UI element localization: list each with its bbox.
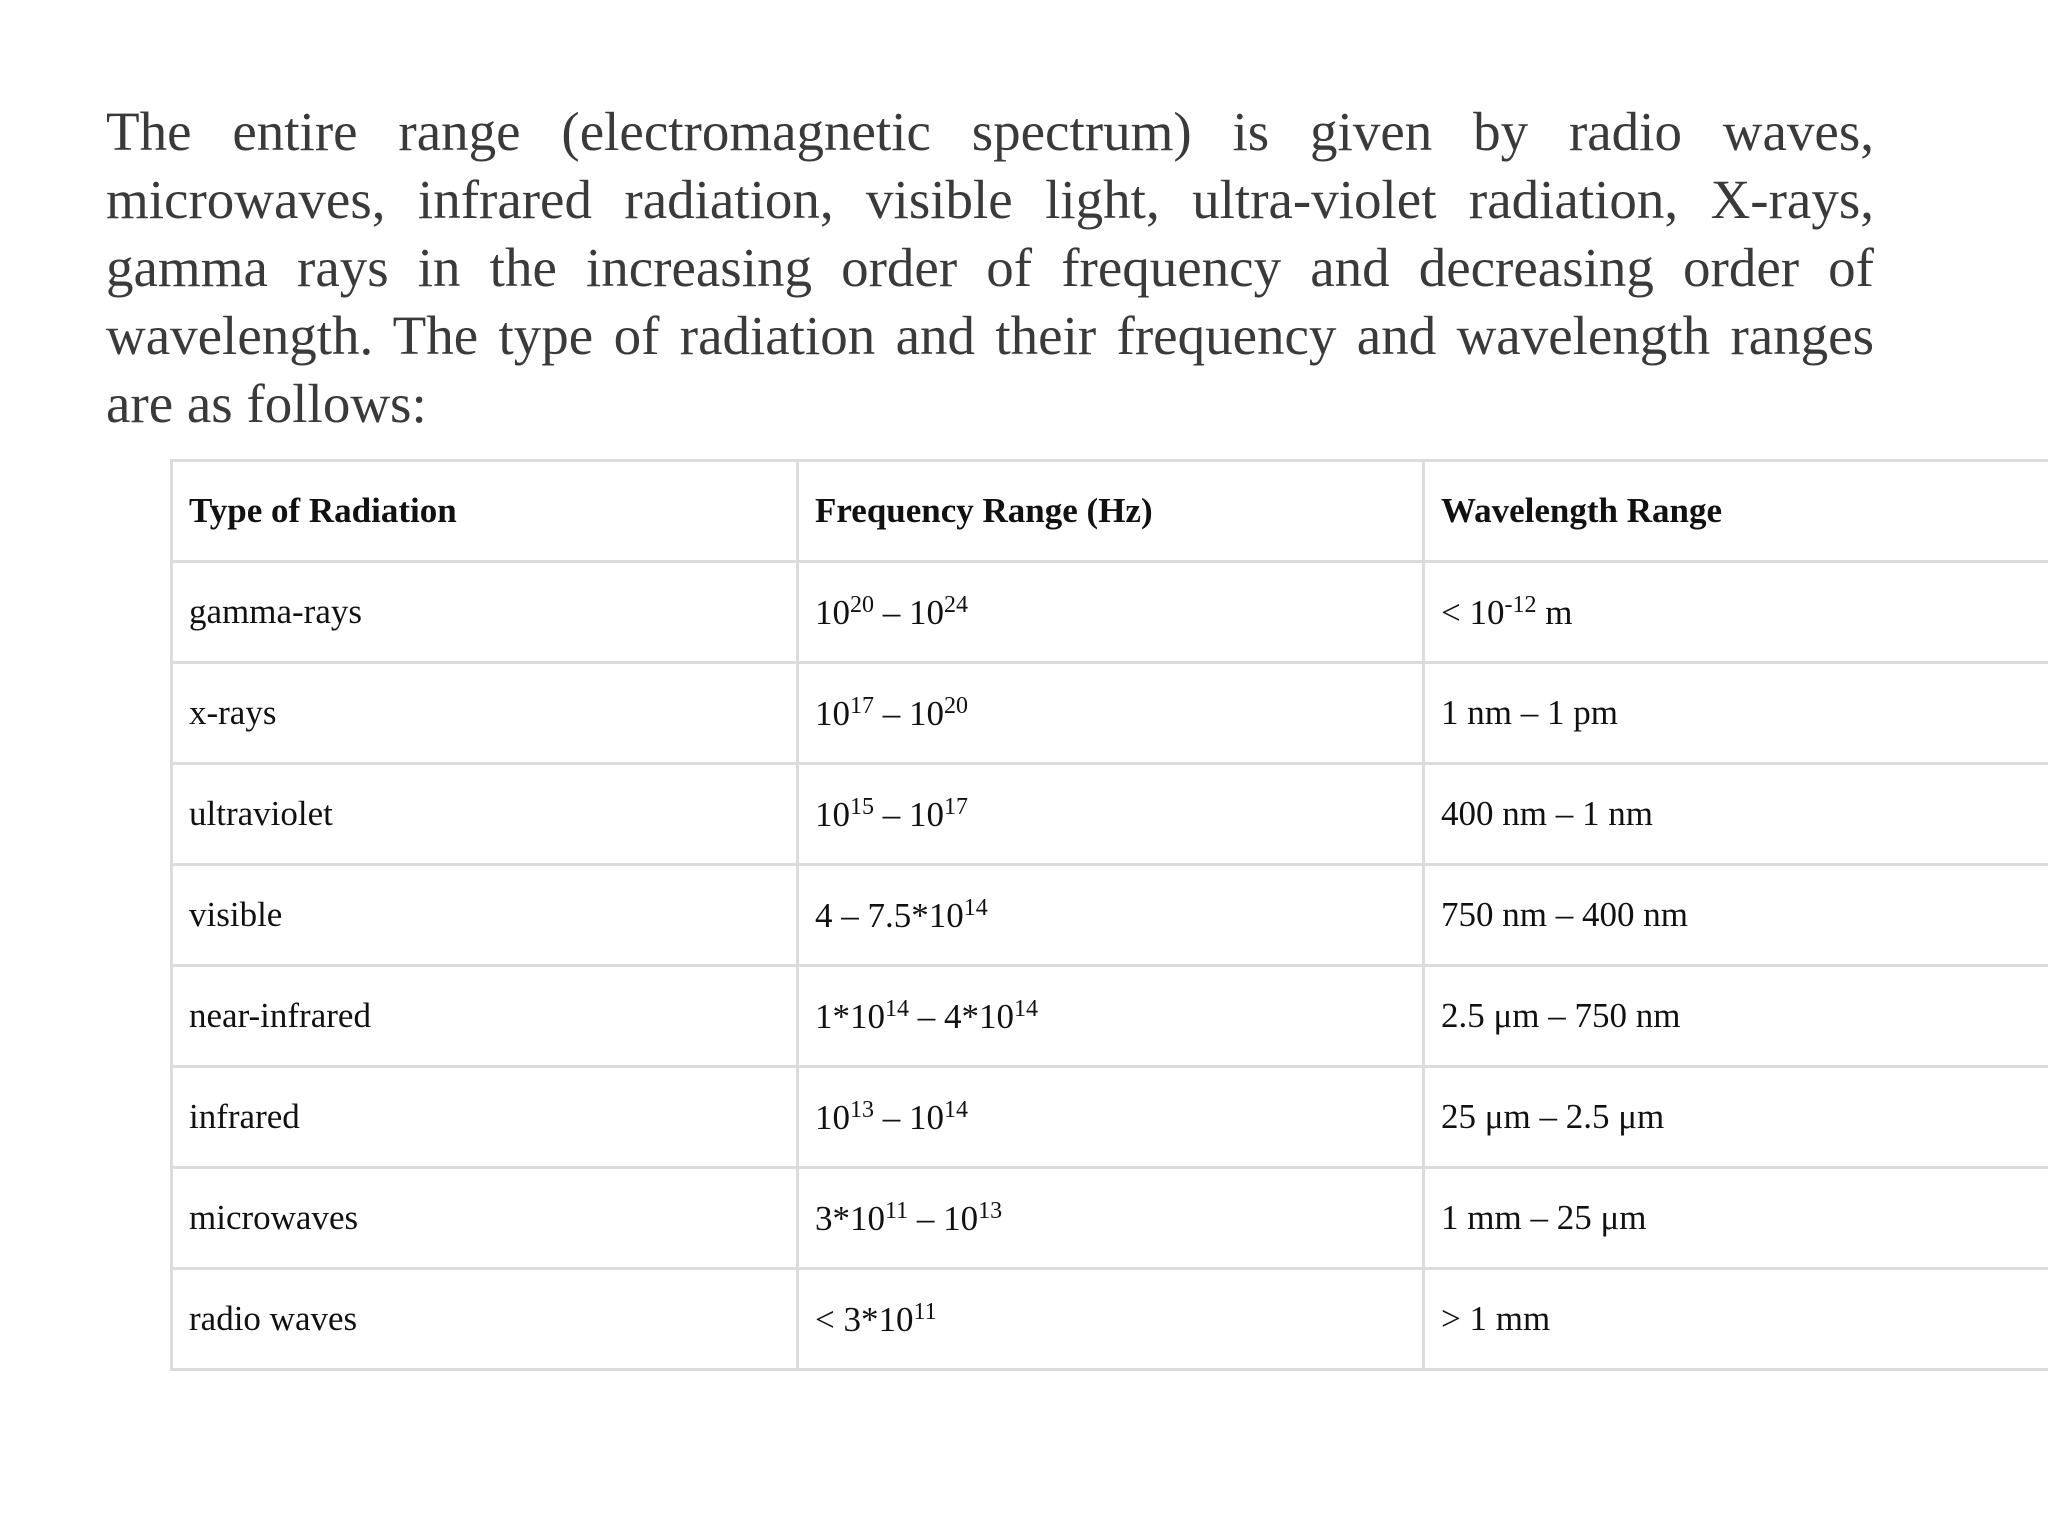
wavelength-exponent: -12: [1504, 591, 1537, 618]
wavelength-cell: [1424, 865, 2048, 966]
frequency-part: 10: [815, 794, 850, 834]
wavelength-cell: [1424, 1067, 2048, 1168]
table-row: [172, 663, 2048, 764]
wavelength-part: 750 nm – 400 nm: [1441, 895, 1688, 934]
frequency-exponent: 14: [944, 1096, 968, 1123]
table-row: [172, 1269, 2048, 1370]
radiation-type-cell: radio waves: [172, 1269, 798, 1370]
header-type-of-radiation: Type of Radiation: [172, 461, 798, 562]
table-header-row: [172, 461, 2048, 562]
frequency-part: 10: [815, 592, 850, 632]
frequency-part: 10: [815, 1097, 850, 1137]
table-row: [172, 1168, 2048, 1269]
frequency-part: 4 – 7.5*10: [815, 895, 964, 935]
frequency-exponent: 13: [978, 1197, 1003, 1224]
table-row: [172, 1067, 2048, 1168]
frequency-part: 3*10: [815, 1198, 885, 1238]
radiation-type-cell: near-infrared: [172, 966, 798, 1067]
frequency-exponent: 17: [944, 793, 968, 820]
frequency-cell: [798, 663, 1424, 764]
frequency-cell: [798, 1269, 1424, 1370]
frequency-part: 10: [815, 693, 850, 733]
wavelength-part: > 1 mm: [1441, 1299, 1551, 1338]
wavelength-cell: [1424, 562, 2048, 663]
table-row: [172, 764, 2048, 865]
frequency-exponent: 17: [850, 692, 874, 719]
frequency-part: < 3*10: [815, 1299, 914, 1339]
frequency-cell: [798, 966, 1424, 1067]
header-frequency-range: Frequency Range (Hz): [798, 461, 1424, 562]
frequency-part: – 10: [874, 693, 944, 733]
frequency-cell: [798, 865, 1424, 966]
radiation-type-cell: x-rays: [172, 663, 798, 764]
frequency-exponent: 20: [944, 692, 968, 719]
table-row: [172, 966, 2048, 1067]
frequency-part: – 10: [874, 592, 944, 632]
frequency-exponent: 14: [963, 894, 988, 921]
wavelength-cell: [1424, 966, 2048, 1067]
frequency-exponent: 20: [850, 591, 874, 618]
wavelength-part: 1 nm – 1 pm: [1441, 693, 1618, 732]
wavelength-part: 25 μm – 2.5 μm: [1441, 1097, 1665, 1136]
frequency-exponent: 11: [913, 1298, 937, 1325]
wavelength-part: 1 mm – 25 μm: [1441, 1198, 1647, 1237]
frequency-exponent: 14: [1014, 995, 1038, 1022]
frequency-cell: [798, 764, 1424, 865]
wavelength-part: < 10: [1441, 592, 1505, 632]
wavelength-cell: [1424, 1269, 2048, 1370]
wavelength-cell: [1424, 764, 2048, 865]
radiation-type-cell: ultraviolet: [172, 764, 798, 865]
frequency-part: 1*10: [815, 996, 885, 1036]
frequency-exponent: 24: [944, 591, 968, 618]
frequency-part: – 10: [874, 1097, 944, 1137]
wavelength-part: 400 nm – 1 nm: [1441, 794, 1653, 833]
frequency-part: – 10: [874, 794, 944, 834]
header-wavelength-range: Wavelength Range: [1424, 461, 2048, 562]
frequency-part: – 10: [908, 1198, 979, 1238]
intro-paragraph: The entire range (electromagnetic spectrum) is given by radio waves, microwaves, infrared radiation, visible light, ultra-violet radiation, X-rays, gamma rays in the increasing order of frequency and decreasing order of wavelength. The type of radiation and their frequency and wavelength ranges are as follows:: [106, 101, 1874, 434]
radiation-type-cell: gamma-rays: [172, 562, 798, 663]
frequency-cell: [798, 562, 1424, 663]
wavelength-cell: [1424, 663, 2048, 764]
radiation-type-cell: visible: [172, 865, 798, 966]
frequency-part: – 4*10: [909, 996, 1014, 1036]
radiation-table: [170, 459, 2048, 1371]
radiation-type-cell: microwaves: [172, 1168, 798, 1269]
radiation-type-cell: infrared: [172, 1067, 798, 1168]
table-row: [172, 865, 2048, 966]
frequency-exponent: 15: [850, 793, 874, 820]
wavelength-part: 2.5 μm – 750 nm: [1441, 996, 1681, 1035]
wavelength-cell: [1424, 1168, 2048, 1269]
table-row: [172, 562, 2048, 663]
frequency-cell: [798, 1168, 1424, 1269]
frequency-exponent: 14: [885, 995, 909, 1022]
frequency-cell: [798, 1067, 1424, 1168]
frequency-exponent: 11: [885, 1197, 909, 1224]
wavelength-part: m: [1536, 592, 1573, 632]
frequency-exponent: 13: [850, 1096, 874, 1123]
